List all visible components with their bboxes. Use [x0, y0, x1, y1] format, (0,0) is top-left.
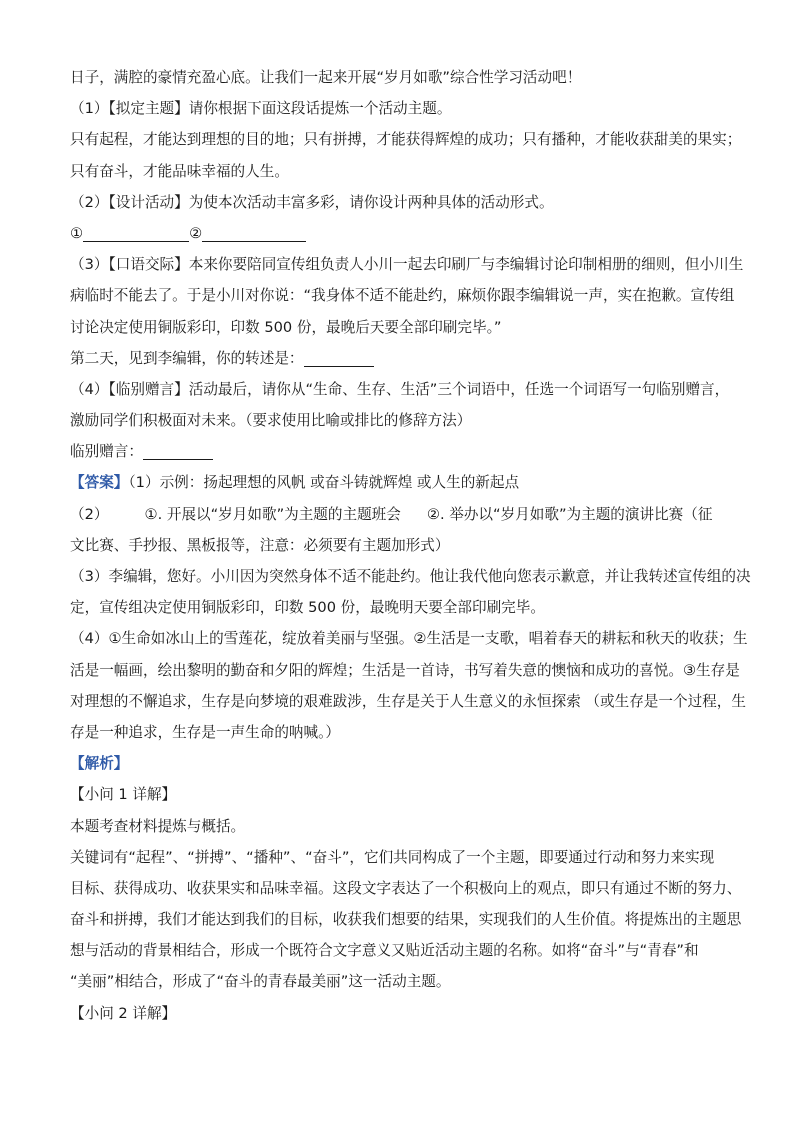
q2-prompt: （2）【设计活动】为使本次活动丰富多彩，请你设计两种具体的活动形式。	[70, 193, 554, 211]
q2-blanks	[70, 218, 724, 249]
q3-answer-prefix: 第二天，见到李编辑，你的转述是：	[70, 349, 304, 367]
analysis-sub1-line: 想与活动的背景相结合，形成一个既符合文字意义又贴近活动主题的名称。如将“奋斗”与“青春”和	[70, 942, 699, 960]
document-page	[70, 62, 751, 1029]
answer-line-1	[70, 467, 724, 498]
analysis-sub1-line: 关键词有“起程”、“拼搏”、“播种”、“奋斗”，它们共同构成了一个主题，即要通过行动和努力来实现	[70, 848, 715, 866]
analysis-sub1-line: 本题考查材料提炼与概括。	[70, 817, 246, 835]
analysis-sub1-line: 目标、获得成功、收获果实和品味幸福。这段文字表达了一个积极向上的观点，即只有通过不断的努力、	[70, 879, 742, 897]
q4-answer-blank[interactable]	[143, 441, 213, 460]
q4-prompt-line: 激励同学们积极面对未来。（要求使用比喻或排比的修辞方法）	[70, 412, 472, 430]
answer-4-line: （4）①生命如冰山上的雪莲花，绽放着美丽与坚强。②生活是一支歌，唱着春天的耕耘和秋天的收获；生	[70, 630, 748, 648]
answer-4-line: 活是一幅画，绘出黎明的勤奋和夕阳的辉煌；生活是一首诗，书写着失意的懊恼和成功的喜悦。③生存是	[70, 661, 740, 679]
answer-2-number: （2）	[70, 505, 109, 523]
answer-4-line: 存是一种追求，生存是一声生命的呐喊。）	[70, 723, 340, 741]
analysis-sub1-line: “美丽”相结合，形成了“奋斗的青春最美丽”这一活动主题。	[70, 973, 451, 991]
q3-answer-line	[70, 343, 724, 374]
analysis-heading	[70, 748, 724, 779]
answer-2-item-2: ②. 举办以“岁月如歌”为主题的演讲比赛（征	[426, 505, 713, 523]
answer-2-continuation: 文比赛、手抄报、黑板报等，注意：必须要有主题加形式）	[70, 536, 450, 554]
answer-3-line: 定，宣传组决定使用铜版彩印，印数 500 份，最晚明天要全部印刷完毕。	[70, 599, 545, 617]
intro-line: 日子，满腔的豪情充盈心底。让我们一起来开展“岁月如歌”综合性学习活动吧！	[70, 69, 582, 86]
q2-mark-2: ②	[189, 224, 203, 242]
q2-answer-blank-2[interactable]	[202, 223, 306, 242]
q1-prompt: （1）【拟定主题】请你根据下面这段话提炼一个活动主题。	[70, 100, 452, 118]
q4-answer-prefix: 临别赠言：	[70, 443, 143, 461]
q1-passage-line: 只有奋斗，才能品味幸福的人生。	[70, 162, 289, 180]
answer-1: （1）示例：扬起理想的风帆 或奋斗铸就辉煌 或人生的新起点	[128, 474, 520, 492]
answer-2-item-1: ①. 开展以“岁月如歌”为主题的主题班会	[144, 505, 401, 523]
analysis-sub1-line: 奋斗和拼搏，我们才能达到我们的目标，收获我们想要的结果，实现我们的人生价值。将提炼出的主题思	[70, 911, 742, 929]
q3-prompt-line: 病临时不能去了。于是小川对你说：“我身体不适不能赴约，麻烦你跟李编辑说一声，实在抱歉。宣传组	[70, 287, 735, 305]
analysis-tag: 【解析】	[70, 755, 129, 773]
analysis-sub2-heading: 【小问 2 详解】	[70, 1004, 177, 1022]
q1-passage-line: 只有起程，才能达到理想的目的地；只有拼搏，才能获得辉煌的成功；只有播种，才能收获甜美的果实；	[70, 131, 742, 149]
answer-line-2	[70, 499, 724, 530]
q4-prompt-line: （4）【临别赠言】活动最后，请你从“生命、生存、生活”三个词语中，任选一个词语写一句临别赠言，	[70, 380, 730, 398]
answer-4-line: 对理想的不懈追求，生存是向梦境的艰难跋涉，生存是关于人生意义的永恒探索 （或生存是一个过程，生	[70, 692, 746, 710]
q2-answer-blank-1[interactable]	[83, 223, 189, 242]
q3-answer-blank[interactable]	[304, 348, 374, 367]
q3-prompt-line: 讨论决定使用铜版彩印，印数 500 份，最晚后天要全部印刷完毕。”	[70, 318, 502, 336]
answer-3-line: （3）李编辑，您好。小川因为突然身体不适不能赴约。他让我代他向您表示歉意，并让我转述宣传组的决	[70, 568, 751, 585]
analysis-sub1-heading: 【小问 1 详解】	[70, 786, 177, 804]
q4-answer-line	[70, 436, 724, 467]
answer-tag: 【答案】	[70, 474, 129, 492]
q3-prompt-line: （3）【口语交际】本来你要陪同宣传组负责人小川一起去印刷厂与李编辑讨论印制相册的细则，但小川生	[70, 256, 744, 274]
q2-mark-1: ①	[70, 224, 84, 242]
